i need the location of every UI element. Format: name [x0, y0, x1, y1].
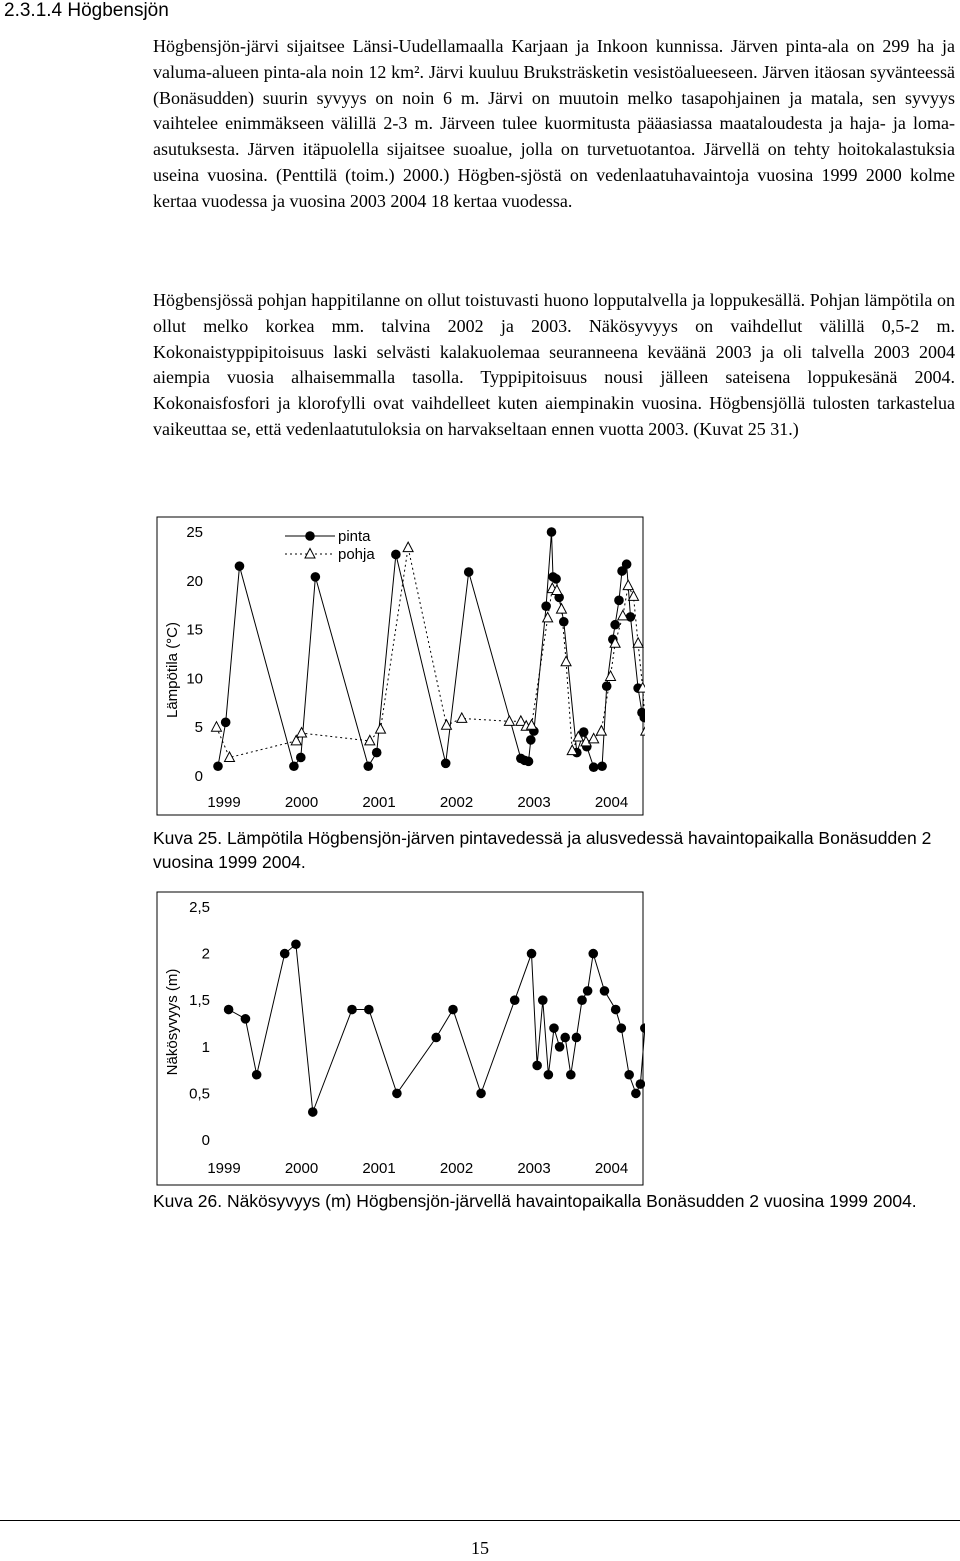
series-line — [217, 548, 646, 758]
data-point — [241, 1014, 251, 1024]
data-point — [541, 601, 551, 611]
x-tick-label: 1999 — [207, 794, 241, 811]
x-tick-label: 2003 — [517, 1160, 551, 1177]
data-point-triangle — [629, 591, 639, 601]
data-point — [624, 1070, 634, 1080]
data-point — [588, 949, 598, 959]
y-tick-label: 0 — [194, 768, 203, 785]
x-tick-label: 2002 — [439, 794, 474, 811]
data-point — [538, 995, 548, 1005]
data-point-triangle — [556, 604, 566, 614]
data-point — [611, 1005, 621, 1015]
data-point — [448, 1005, 458, 1015]
y-tick-label: 2,5 — [189, 899, 210, 916]
legend-marker-triangle — [305, 549, 315, 559]
data-point-triangle — [633, 638, 643, 648]
data-point-triangle — [297, 728, 307, 738]
data-point — [476, 1089, 486, 1099]
data-point — [441, 759, 451, 769]
data-point-triangle — [376, 724, 386, 734]
data-point — [347, 1005, 357, 1015]
data-point — [622, 559, 632, 569]
data-point — [431, 1033, 441, 1043]
y-tick-label: 1 — [201, 1038, 210, 1056]
data-point-triangle — [606, 671, 616, 681]
y-tick-label: 5 — [194, 719, 203, 737]
section-heading: 2.3.1.4 Högbensjön — [4, 0, 169, 21]
data-point — [372, 748, 382, 758]
data-point — [577, 995, 587, 1005]
data-point — [280, 949, 290, 959]
data-point — [311, 572, 321, 582]
legend-label: pohja — [338, 546, 375, 563]
data-point — [363, 761, 373, 771]
data-point-triangle — [457, 713, 467, 723]
y-axis-label: Näkösyvyys (m) — [164, 968, 181, 1076]
series-line — [229, 944, 645, 1112]
data-point — [549, 1023, 559, 1033]
data-point — [589, 762, 599, 772]
data-point — [289, 761, 299, 771]
data-point — [524, 757, 534, 767]
chart-legend — [285, 528, 375, 563]
data-point — [221, 718, 231, 728]
y-tick-label: 25 — [186, 524, 203, 541]
data-point — [631, 1089, 641, 1099]
data-point — [636, 1079, 645, 1089]
legend-label: pinta — [338, 528, 371, 545]
y-tick-label: 20 — [186, 572, 203, 590]
y-tick-label: 15 — [186, 621, 203, 639]
data-point — [559, 617, 569, 627]
x-tick-label: 2000 — [284, 1160, 319, 1177]
data-point-triangle — [211, 722, 221, 732]
data-point — [364, 1005, 374, 1015]
data-point — [600, 986, 610, 996]
data-point — [614, 596, 624, 606]
body-paragraph-1: Högbensjön-järvi sijaitsee Länsi-Uudellamaalla Karjaan ja Inkoon kunnissa. Järven pinta-ala on 299 ha ja valuma-alueen pinta-ala noin 12 km². Järvi kuuluu Bruksträsketin vesistöalueeseen. Järven itäosan syvänteessä (Bonäsudden) suurin syvyys on noin 6 m. Järvi on muutoin melko tasapohjainen ja matala, sen syvyys vaihtelee enimmäkseen välillä 2-3 m. Järveen tulee kuormitusta pääasiassa maataloudesta ja haja- ja loma-asutuksesta. Järven itäpuolella sijaitsee suoalue, jolla on turvetuotantoa. Järvellä on tehty hoitokalastuksia useina vuosina. (Penttilä (toim.) 2000.) Högben-sjöstä on vedenlaatuhavaintoja vuosina 1999 2000 kolme kertaa vuodessa ja vuosina 2003 2004 18 kertaa vuodessa. — [153, 36, 955, 211]
data-point — [296, 753, 306, 763]
y-tick-label: 2 — [201, 945, 210, 963]
data-point — [560, 1033, 570, 1043]
data-point — [602, 681, 612, 691]
secchi-depth-chart — [155, 890, 645, 1187]
data-point — [224, 1005, 234, 1015]
data-point — [572, 1033, 582, 1043]
data-point-triangle — [561, 656, 571, 666]
x-tick-label: 2001 — [362, 1160, 396, 1177]
data-point — [544, 1070, 554, 1080]
data-point — [308, 1107, 318, 1117]
x-tick-label: 2000 — [284, 794, 319, 811]
data-point — [391, 550, 401, 560]
data-point — [527, 949, 537, 959]
data-point — [291, 939, 301, 949]
x-tick-label: 2001 — [362, 794, 396, 811]
figure-26-caption: Kuva 26. Näkösyvyys (m) Högbensjön-järvellä havaintopaikalla Bonäsudden 2 vuosina 1999 2004. — [153, 1191, 917, 1211]
y-axis-label: Lämpötila (°C) — [164, 621, 181, 719]
data-point — [566, 1070, 576, 1080]
data-point — [616, 1023, 626, 1033]
data-point-triangle — [543, 612, 553, 622]
data-point — [464, 567, 474, 577]
data-point — [392, 1089, 402, 1099]
y-tick-label: 0,5 — [189, 1085, 210, 1103]
body-paragraph-2: Högbensjössä pohjan happitilanne on ollut toistuvasti huono lopputalvella ja loppukesällä. Pohjan lämpötila on ollut melko korkea mm. talvina 2002 ja 2003. Näkösyvyys on vaihdellut välillä 0,5-2 m. Kokonaistyppipitoisuus laski selvästi kalakuolemaa seuranneena keväänä 2003 ja oli talvella 2003 2004 aiempia vuosia alhaisemmalla tasolla. Typpipitoisuus nousi jälleen sateisena loppukesänä 2004. Kokonaisfosfori ja klorofylli ovat vaihdelleet kuten aiempinakin vuosina. Högbensjöllä tulosten tarkastelua vaikeuttaa se, että vedenlaatutuloksia on harvakseltaan ennen vuotta 2003. (Kuvat 25 31.) — [153, 290, 955, 439]
y-tick-label: 0 — [201, 1132, 210, 1149]
data-point — [547, 527, 557, 537]
x-tick-label: 1999 — [207, 1160, 241, 1177]
x-tick-label: 2004 — [594, 1160, 629, 1177]
data-point — [252, 1070, 262, 1080]
page-number: 15 — [471, 1538, 489, 1558]
data-point — [610, 620, 620, 630]
footer-rule — [0, 1520, 960, 1521]
figure-25-caption: Kuva 25. Lämpötila Högbensjön-järven pintavedessä ja alusvedessä havaintopaikalla Bonäsudden 2 vuosina 1999 2004. — [153, 828, 932, 872]
x-tick-label: 2003 — [517, 794, 551, 811]
data-point — [640, 1023, 645, 1033]
temperature-chart — [155, 515, 645, 817]
data-point — [526, 735, 536, 745]
data-point — [583, 986, 593, 996]
y-tick-label: 10 — [186, 670, 203, 688]
chart-frame — [157, 892, 643, 1185]
x-tick-label: 2002 — [439, 1160, 474, 1177]
data-point — [213, 761, 223, 771]
data-point — [597, 761, 607, 771]
data-point-triangle — [623, 580, 633, 590]
legend-marker-circle — [305, 531, 315, 541]
x-tick-label: 2004 — [594, 794, 629, 811]
data-point — [551, 574, 561, 584]
y-tick-label: 1,5 — [189, 992, 210, 1010]
data-point — [510, 995, 520, 1005]
data-point — [235, 561, 245, 571]
data-point-triangle — [403, 542, 413, 552]
data-point — [532, 1061, 542, 1071]
data-point — [555, 1042, 565, 1052]
